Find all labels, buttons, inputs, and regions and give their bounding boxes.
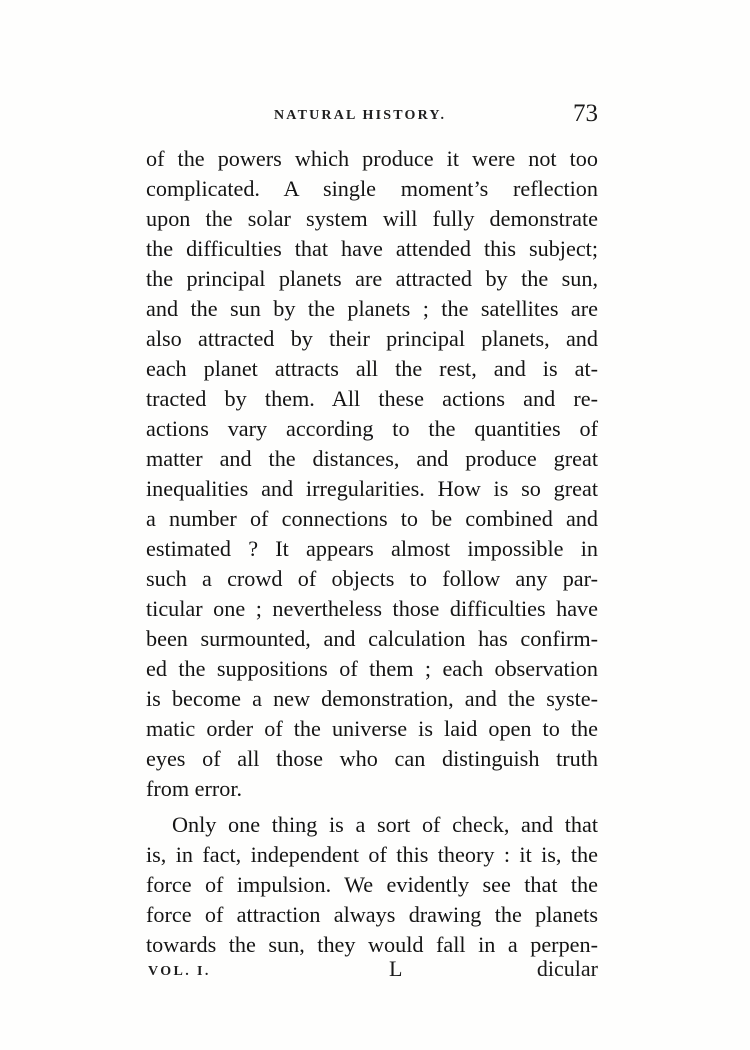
text-line: inequalities and irregularities. How is so great (146, 476, 598, 501)
paragraph (146, 810, 598, 960)
page-header (148, 100, 598, 132)
text-line: matic order of the universe is laid open to the (146, 716, 598, 741)
text-line: force of impulsion. We evidently see that the (146, 872, 598, 897)
text-line: the principal planets are attracted by the sun, (146, 266, 598, 291)
volume-signature: VOL. I. (148, 964, 211, 979)
catchword: dicular (536, 956, 598, 981)
text-line: and the sun by the planets ; the satellites are (146, 296, 598, 321)
text-line: the difficulties that have attended this subject; (146, 236, 598, 261)
text-line: from error. (146, 776, 243, 801)
text-line: of the powers which produce it were not too (146, 146, 598, 171)
text-line: also attracted by their principal planets, and (146, 326, 598, 351)
text-line: a number of connections to be combined and (146, 506, 598, 531)
text-line: ticular one ; nevertheless those difficulties have (146, 596, 598, 621)
text-line: estimated ? It appears almost impossible in (146, 536, 598, 561)
text-line: tracted by them. All these actions and re- (146, 386, 598, 411)
text-line: is, in fact, independent of this theory : it is, the (146, 842, 598, 867)
text-line: such a crowd of objects to follow any par- (146, 566, 598, 591)
text-line: Only one thing is a sort of check, and that (172, 812, 598, 837)
text-line: ed the suppositions of them ; each observation (146, 656, 598, 681)
body-text (146, 144, 598, 960)
text-line: force of attraction always drawing the planets (146, 902, 598, 927)
page-footer (148, 956, 600, 986)
signature-mark: L (389, 956, 403, 981)
text-line: towards the sun, they would fall in a perpen- (146, 932, 598, 957)
text-line: matter and the distances, and produce great (146, 446, 598, 471)
text-line: actions vary according to the quantities of (146, 416, 598, 441)
text-line: upon the solar system will fully demonstrate (146, 206, 598, 231)
paragraph (146, 144, 598, 804)
text-line: been surmounted, and calculation has confirm- (146, 626, 598, 651)
text-line: each planet attracts all the rest, and is at- (146, 356, 598, 381)
text-line: is become a new demonstration, and the syste- (146, 686, 598, 711)
page-number: 73 (573, 100, 598, 127)
text-line: complicated. A single moment’s reflection (146, 176, 598, 201)
running-head: NATURAL HISTORY. (274, 108, 447, 123)
text-line: eyes of all those who can distinguish truth (146, 746, 598, 771)
